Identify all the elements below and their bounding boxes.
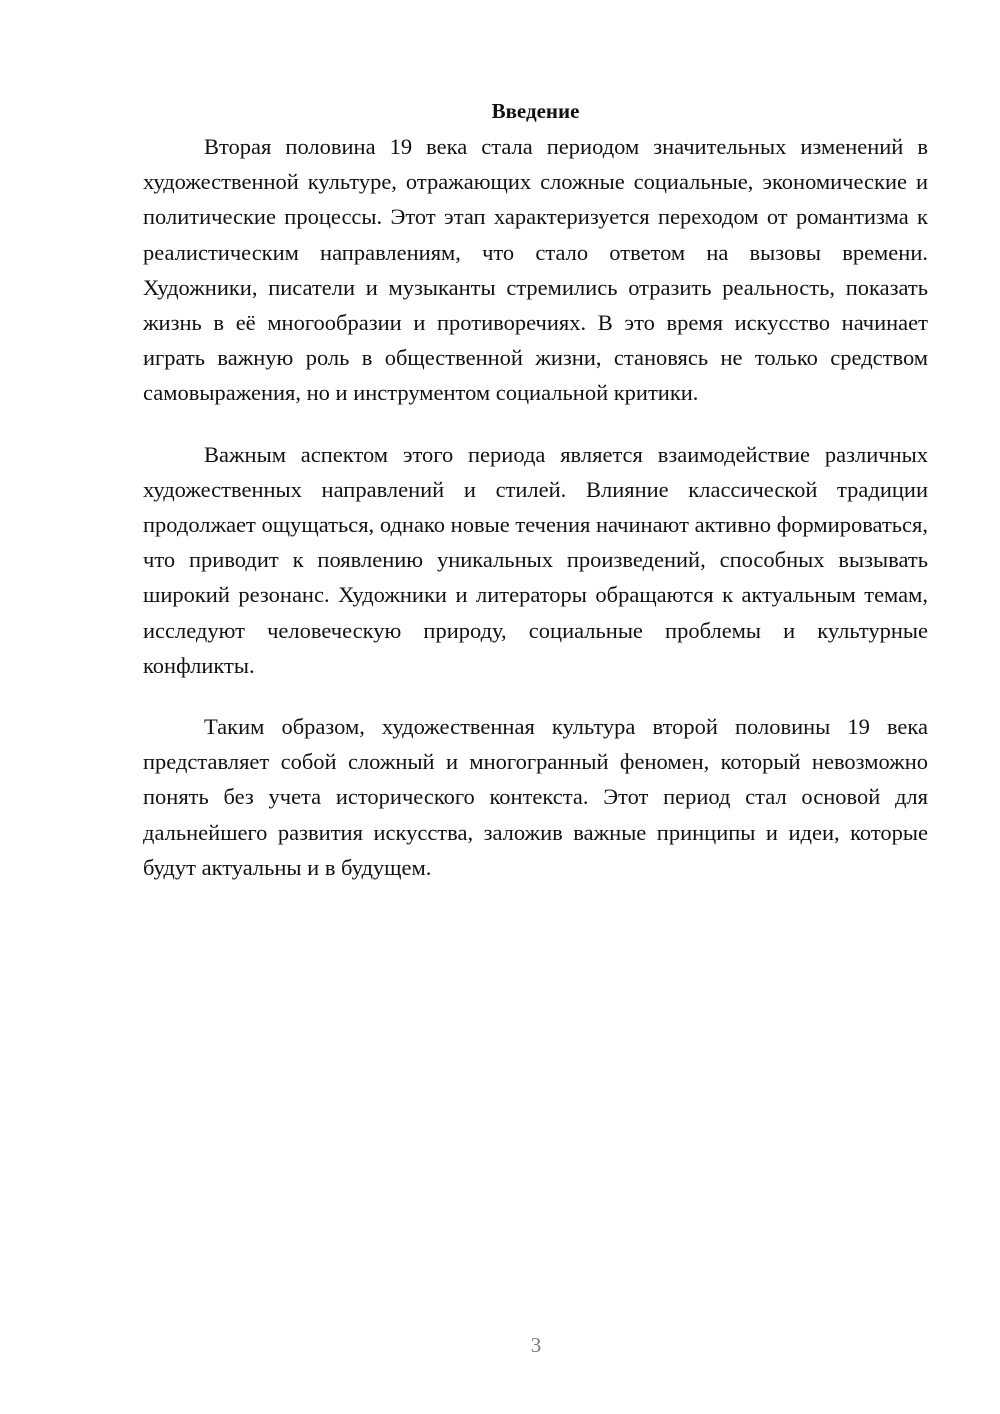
paragraph-1: Вторая половина 19 века стала периодом значительных изменений в художественной культуре, отражающих сложные социальные, экономические и политические процессы. Этот этап характеризуется переходом от романтизма к реалистическим направлениям, что стало ответом на вызовы времени. Художники, писатели и музыканты стремились отразить реальность, показать жизнь в её многообразии и противоречиях. В это время искусство начинает играть важную роль в общественной жизни, становясь не только средством самовыражения, но и инструментом социальной критики.: [143, 134, 928, 406]
document-body: [143, 94, 928, 911]
section-heading: Введение: [491, 99, 580, 123]
paragraph-2: Важным аспектом этого периода является взаимодействие различных художественных направлений и стилей. Влияние классической традиции продолжает ощущаться, однако новые течения начинают активно формироваться, что приводит к появлению уникальных произведений, способных вызывать широкий резонанс. Художники и литераторы обращаются к актуальным темам, исследуют человеческую природу, социальные проблемы и культурные конфликты.: [143, 441, 928, 678]
paragraph-3: Таким образом, художественная культура второй половины 19 века представляет собой сложный и многогранный феномен, который невозможно понять без учета исторического контекста. Этот период стал основой для дальнейшего развития искусства, заложив важные принципы и идеи, которые будут актуальны и в будущем.: [143, 714, 928, 880]
page-number: 3: [530, 1333, 542, 1357]
